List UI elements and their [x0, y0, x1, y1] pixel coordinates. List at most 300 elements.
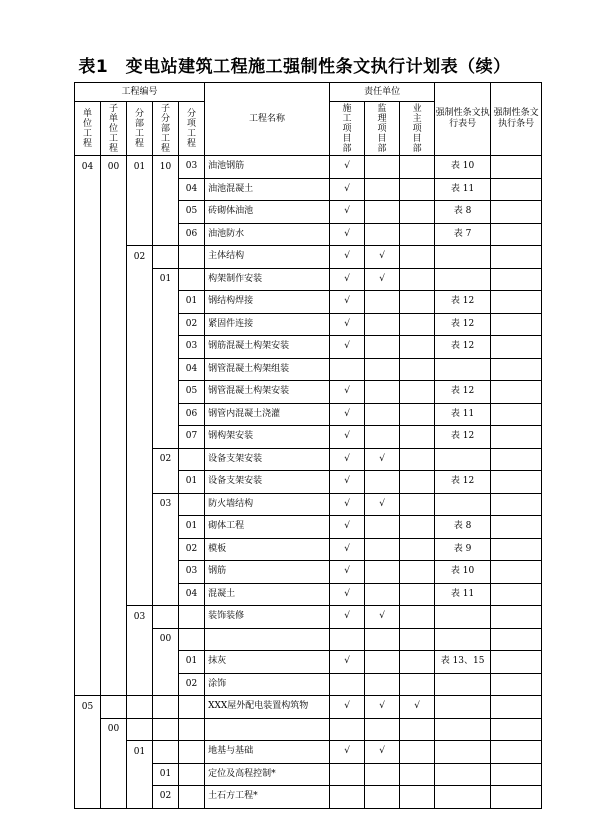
- table-row: [75, 313, 542, 336]
- owner-check-cell: [400, 538, 435, 561]
- clause-table-cell: 表 12: [435, 426, 491, 449]
- clause-table-no-header: 强制性条文执行表号: [435, 83, 491, 156]
- unit-code-cell: [75, 403, 101, 426]
- item-code-cell: 03: [179, 336, 205, 359]
- owner-check-cell: [400, 471, 435, 494]
- item-code-cell: 03: [179, 561, 205, 584]
- project-name-cell: 钢管混凝土构架安装: [205, 381, 330, 404]
- division-code-cell: [127, 201, 153, 224]
- clause-no-cell: [491, 313, 542, 336]
- construction-check-cell: √: [330, 403, 365, 426]
- subunit-code-cell: [101, 561, 127, 584]
- subunit-code-cell: [101, 538, 127, 561]
- subdivision-code-cell: [153, 606, 179, 629]
- supervision-check-cell: [365, 223, 400, 246]
- project-name-cell: 构架制作安装: [205, 268, 330, 291]
- item-code-cell: [179, 696, 205, 719]
- division-code-cell: [127, 426, 153, 449]
- construction-check-cell: [330, 628, 365, 651]
- unit-code-cell: [75, 471, 101, 494]
- item-code-cell: [179, 763, 205, 786]
- construction-check-cell: √: [330, 516, 365, 539]
- table-row: [75, 156, 542, 179]
- owner-check-cell: √: [400, 696, 435, 719]
- division-code-cell: [127, 786, 153, 809]
- table-row: [75, 426, 542, 449]
- construction-check-cell: √: [330, 336, 365, 359]
- unit-code-cell: [75, 741, 101, 764]
- subunit-code-cell: [101, 246, 127, 269]
- clause-table-cell: 表 7: [435, 223, 491, 246]
- clause-table-cell: [435, 448, 491, 471]
- division-code-cell: [127, 313, 153, 336]
- item-code-cell: [179, 786, 205, 809]
- owner-check-cell: [400, 381, 435, 404]
- owner-check-cell: [400, 268, 435, 291]
- clause-no-cell: [491, 561, 542, 584]
- supervision-check-cell: √: [365, 448, 400, 471]
- subunit-code-cell: [101, 606, 127, 629]
- unit-code-cell: [75, 763, 101, 786]
- division-code-cell: [127, 448, 153, 471]
- division-code-cell: [127, 763, 153, 786]
- subdivision-code-cell: [153, 426, 179, 449]
- subunit-code-cell: [101, 201, 127, 224]
- project-name-cell: 油池混凝土: [205, 178, 330, 201]
- construction-check-cell: √: [330, 471, 365, 494]
- unit-project-header: 单位工程: [75, 102, 101, 156]
- division-code-cell: 03: [127, 606, 153, 629]
- division-code-cell: [127, 471, 153, 494]
- subunit-code-cell: [101, 358, 127, 381]
- division-code-cell: [127, 493, 153, 516]
- clause-no-cell: [491, 741, 542, 764]
- project-name-header: 工程名称: [205, 83, 330, 156]
- item-code-cell: 05: [179, 201, 205, 224]
- unit-code-cell: 05: [75, 696, 101, 719]
- clause-no-cell: [491, 471, 542, 494]
- clause-table-cell: 表 11: [435, 583, 491, 606]
- subdivision-code-cell: [153, 696, 179, 719]
- subunit-code-cell: [101, 448, 127, 471]
- subunit-code-cell: [101, 291, 127, 314]
- owner-check-cell: [400, 156, 435, 179]
- supervision-check-cell: [365, 471, 400, 494]
- subdivision-code-cell: 10: [153, 156, 179, 179]
- unit-code-cell: [75, 786, 101, 809]
- construction-check-cell: [330, 763, 365, 786]
- construction-check-cell: √: [330, 696, 365, 719]
- project-name-cell: 钢筋混凝土构架安装: [205, 336, 330, 359]
- subdivision-code-cell: [153, 201, 179, 224]
- owner-check-cell: [400, 178, 435, 201]
- subdivision-code-cell: [153, 741, 179, 764]
- table-row: [75, 178, 542, 201]
- sub-division-project-header: 子分部工程: [153, 102, 179, 156]
- clause-no-cell: [491, 223, 542, 246]
- supervision-dept-header: 监理项目部: [365, 102, 400, 156]
- supervision-check-cell: [365, 516, 400, 539]
- subunit-code-cell: [101, 178, 127, 201]
- project-name-cell: 土石方工程*: [205, 786, 330, 809]
- table-row: [75, 763, 542, 786]
- subunit-code-cell: [101, 336, 127, 359]
- subdivision-code-cell: 00: [153, 628, 179, 651]
- subunit-code-cell: [101, 673, 127, 696]
- subdivision-code-cell: [153, 471, 179, 494]
- division-code-cell: [127, 291, 153, 314]
- owner-check-cell: [400, 448, 435, 471]
- subunit-code-cell: [101, 583, 127, 606]
- clause-no-cell: [491, 358, 542, 381]
- sub-unit-project-header: 子单位工程: [101, 102, 127, 156]
- clause-table-cell: 表 8: [435, 516, 491, 539]
- supervision-check-cell: √: [365, 493, 400, 516]
- supervision-check-cell: [365, 651, 400, 674]
- item-code-cell: 01: [179, 516, 205, 539]
- project-name-cell: 地基与基础: [205, 741, 330, 764]
- subdivision-code-cell: [153, 223, 179, 246]
- item-code-cell: [179, 718, 205, 741]
- subunit-code-cell: [101, 268, 127, 291]
- supervision-check-cell: [365, 718, 400, 741]
- subunit-code-cell: [101, 493, 127, 516]
- project-name-cell: 设备支架安装: [205, 448, 330, 471]
- supervision-check-cell: [365, 786, 400, 809]
- owner-check-cell: [400, 291, 435, 314]
- project-name-cell: 防火墙结构: [205, 493, 330, 516]
- division-code-cell: [127, 583, 153, 606]
- division-code-cell: [127, 673, 153, 696]
- clause-no-cell: [491, 156, 542, 179]
- unit-code-cell: [75, 426, 101, 449]
- construction-check-cell: √: [330, 246, 365, 269]
- construction-check-cell: √: [330, 268, 365, 291]
- project-name-cell: 涂饰: [205, 673, 330, 696]
- construction-check-cell: √: [330, 561, 365, 584]
- supervision-check-cell: [365, 628, 400, 651]
- division-code-cell: [127, 718, 153, 741]
- supervision-check-cell: [365, 538, 400, 561]
- subunit-code-cell: [101, 516, 127, 539]
- subunit-code-cell: 00: [101, 718, 127, 741]
- project-name-cell: 设备支架安装: [205, 471, 330, 494]
- table-row: [75, 516, 542, 539]
- unit-code-cell: [75, 651, 101, 674]
- unit-code-cell: [75, 291, 101, 314]
- subdivision-code-cell: [153, 403, 179, 426]
- item-code-cell: 01: [179, 471, 205, 494]
- supervision-check-cell: [365, 336, 400, 359]
- supervision-check-cell: √: [365, 696, 400, 719]
- table-row: [75, 741, 542, 764]
- owner-check-cell: [400, 583, 435, 606]
- clause-table-cell: 表 11: [435, 178, 491, 201]
- project-name-cell: XXX屋外配电装置构筑物: [205, 696, 330, 719]
- construction-check-cell: √: [330, 426, 365, 449]
- division-code-cell: [127, 358, 153, 381]
- item-code-cell: [179, 268, 205, 291]
- subdivision-code-cell: [153, 583, 179, 606]
- unit-code-cell: [75, 561, 101, 584]
- supervision-check-cell: √: [365, 246, 400, 269]
- clause-no-cell: [491, 763, 542, 786]
- execution-plan-table: [74, 82, 542, 809]
- unit-code-cell: [75, 606, 101, 629]
- subdivision-code-cell: [153, 291, 179, 314]
- clause-no-cell: [491, 583, 542, 606]
- construction-check-cell: √: [330, 178, 365, 201]
- division-code-cell: [127, 381, 153, 404]
- supervision-check-cell: [365, 358, 400, 381]
- item-project-header: 分项工程: [179, 102, 205, 156]
- clause-table-cell: 表 13、15: [435, 651, 491, 674]
- owner-check-cell: [400, 516, 435, 539]
- division-code-cell: [127, 696, 153, 719]
- construction-check-cell: √: [330, 651, 365, 674]
- item-code-cell: 05: [179, 381, 205, 404]
- item-code-cell: [179, 628, 205, 651]
- subunit-code-cell: [101, 628, 127, 651]
- subunit-code-cell: 00: [101, 156, 127, 179]
- clause-no-cell: [491, 336, 542, 359]
- clause-table-cell: 表 12: [435, 471, 491, 494]
- division-code-cell: [127, 403, 153, 426]
- table-row: [75, 201, 542, 224]
- responsible-unit-header: 责任单位: [330, 83, 435, 102]
- clause-table-cell: [435, 741, 491, 764]
- project-name-cell: 钢构架安装: [205, 426, 330, 449]
- item-code-cell: 04: [179, 358, 205, 381]
- clause-table-cell: [435, 268, 491, 291]
- clause-table-cell: [435, 246, 491, 269]
- item-code-cell: 02: [179, 313, 205, 336]
- project-name-cell: 抹灰: [205, 651, 330, 674]
- table-row: [75, 336, 542, 359]
- construction-check-cell: √: [330, 583, 365, 606]
- supervision-check-cell: [365, 673, 400, 696]
- owner-dept-header: 业主项目部: [400, 102, 435, 156]
- table-row: [75, 471, 542, 494]
- project-name-cell: 装饰装修: [205, 606, 330, 629]
- subunit-code-cell: [101, 426, 127, 449]
- construction-check-cell: √: [330, 741, 365, 764]
- owner-check-cell: [400, 336, 435, 359]
- item-code-cell: [179, 448, 205, 471]
- subdivision-code-cell: [153, 561, 179, 584]
- division-code-cell: [127, 178, 153, 201]
- construction-dept-header: 施工项目部: [330, 102, 365, 156]
- table-row: [75, 246, 542, 269]
- division-code-cell: [127, 516, 153, 539]
- owner-check-cell: [400, 561, 435, 584]
- item-code-cell: 06: [179, 403, 205, 426]
- clause-table-cell: 表 12: [435, 291, 491, 314]
- clause-no-cell: [491, 673, 542, 696]
- construction-check-cell: [330, 786, 365, 809]
- clause-table-cell: [435, 358, 491, 381]
- clause-table-cell: [435, 696, 491, 719]
- owner-check-cell: [400, 403, 435, 426]
- project-name-cell: 定位及高程控制*: [205, 763, 330, 786]
- item-code-cell: [179, 606, 205, 629]
- project-name-cell: 钢管混凝土构架组装: [205, 358, 330, 381]
- clause-no-cell: [491, 403, 542, 426]
- clause-no-cell: [491, 268, 542, 291]
- construction-check-cell: √: [330, 156, 365, 179]
- subdivision-code-cell: [153, 718, 179, 741]
- subdivision-code-cell: 01: [153, 763, 179, 786]
- subunit-code-cell: [101, 651, 127, 674]
- subunit-code-cell: [101, 741, 127, 764]
- clause-table-cell: [435, 763, 491, 786]
- construction-check-cell: √: [330, 223, 365, 246]
- clause-table-cell: 表 12: [435, 336, 491, 359]
- clause-no-cell: [491, 516, 542, 539]
- clause-table-cell: 表 12: [435, 313, 491, 336]
- subdivision-code-cell: [153, 673, 179, 696]
- division-code-cell: [127, 336, 153, 359]
- owner-check-cell: [400, 718, 435, 741]
- owner-check-cell: [400, 763, 435, 786]
- division-code-cell: [127, 268, 153, 291]
- project-name-cell: 砖砌体油池: [205, 201, 330, 224]
- unit-code-cell: [75, 718, 101, 741]
- unit-code-cell: [75, 246, 101, 269]
- construction-check-cell: √: [330, 606, 365, 629]
- division-code-cell: [127, 561, 153, 584]
- subdivision-code-cell: 02: [153, 448, 179, 471]
- owner-check-cell: [400, 606, 435, 629]
- project-name-cell: 混凝土: [205, 583, 330, 606]
- table-row: [75, 651, 542, 674]
- subunit-code-cell: [101, 313, 127, 336]
- project-name-cell: 主体结构: [205, 246, 330, 269]
- table-row: [75, 628, 542, 651]
- unit-code-cell: [75, 223, 101, 246]
- subdivision-code-cell: [153, 178, 179, 201]
- table-row: [75, 786, 542, 809]
- table-row: [75, 696, 542, 719]
- supervision-check-cell: [365, 201, 400, 224]
- project-name-cell: 砌体工程: [205, 516, 330, 539]
- unit-code-cell: [75, 336, 101, 359]
- unit-code-cell: [75, 673, 101, 696]
- construction-check-cell: √: [330, 201, 365, 224]
- subunit-code-cell: [101, 403, 127, 426]
- project-name-cell: 油池防水: [205, 223, 330, 246]
- clause-no-cell: [491, 246, 542, 269]
- clause-table-cell: 表 10: [435, 156, 491, 179]
- clause-table-cell: [435, 493, 491, 516]
- construction-check-cell: √: [330, 493, 365, 516]
- item-code-cell: [179, 493, 205, 516]
- supervision-check-cell: [365, 403, 400, 426]
- division-code-cell: 01: [127, 741, 153, 764]
- unit-code-cell: [75, 268, 101, 291]
- project-name-cell: 紧固件连接: [205, 313, 330, 336]
- item-code-cell: 04: [179, 178, 205, 201]
- owner-check-cell: [400, 628, 435, 651]
- subunit-code-cell: [101, 786, 127, 809]
- item-code-cell: [179, 246, 205, 269]
- owner-check-cell: [400, 673, 435, 696]
- construction-check-cell: √: [330, 448, 365, 471]
- construction-check-cell: [330, 673, 365, 696]
- clause-no-cell: [491, 448, 542, 471]
- clause-no-cell: [491, 696, 542, 719]
- clause-table-cell: [435, 628, 491, 651]
- unit-code-cell: [75, 628, 101, 651]
- table-row: [75, 448, 542, 471]
- clause-no-cell: [491, 381, 542, 404]
- clause-no-cell: [491, 718, 542, 741]
- subdivision-code-cell: [153, 336, 179, 359]
- item-code-cell: 06: [179, 223, 205, 246]
- clause-no-header: 强制性条文执行条号: [491, 83, 542, 156]
- subdivision-code-cell: [153, 381, 179, 404]
- item-code-cell: 04: [179, 583, 205, 606]
- supervision-check-cell: √: [365, 268, 400, 291]
- engineering-code-header: 工程编号: [75, 83, 205, 102]
- table-row: [75, 268, 542, 291]
- supervision-check-cell: [365, 561, 400, 584]
- owner-check-cell: [400, 313, 435, 336]
- owner-check-cell: [400, 223, 435, 246]
- division-code-cell: 02: [127, 246, 153, 269]
- project-name-cell: 模板: [205, 538, 330, 561]
- subdivision-code-cell: [153, 246, 179, 269]
- supervision-check-cell: [365, 291, 400, 314]
- table-row: [75, 403, 542, 426]
- table-row: [75, 493, 542, 516]
- supervision-check-cell: √: [365, 606, 400, 629]
- subdivision-code-cell: 02: [153, 786, 179, 809]
- supervision-check-cell: [365, 381, 400, 404]
- clause-table-cell: 表 10: [435, 561, 491, 584]
- subdivision-code-cell: [153, 516, 179, 539]
- construction-check-cell: √: [330, 313, 365, 336]
- unit-code-cell: [75, 583, 101, 606]
- division-code-cell: 01: [127, 156, 153, 179]
- project-name-cell: 钢结构焊接: [205, 291, 330, 314]
- subdivision-code-cell: [153, 538, 179, 561]
- project-name-cell: [205, 628, 330, 651]
- table-row: [75, 358, 542, 381]
- table-row: [75, 583, 542, 606]
- table-row: [75, 561, 542, 584]
- table-row: [75, 381, 542, 404]
- table-row: [75, 606, 542, 629]
- subdivision-code-cell: [153, 651, 179, 674]
- owner-check-cell: [400, 201, 435, 224]
- clause-table-cell: 表 11: [435, 403, 491, 426]
- subunit-code-cell: [101, 696, 127, 719]
- table-row: [75, 223, 542, 246]
- unit-code-cell: 04: [75, 156, 101, 179]
- unit-code-cell: [75, 201, 101, 224]
- division-code-cell: [127, 538, 153, 561]
- subdivision-code-cell: 03: [153, 493, 179, 516]
- supervision-check-cell: [365, 426, 400, 449]
- clause-table-cell: 表 8: [435, 201, 491, 224]
- supervision-check-cell: √: [365, 741, 400, 764]
- subdivision-code-cell: [153, 358, 179, 381]
- subdivision-code-cell: [153, 313, 179, 336]
- unit-code-cell: [75, 516, 101, 539]
- clause-table-cell: [435, 718, 491, 741]
- clause-no-cell: [491, 786, 542, 809]
